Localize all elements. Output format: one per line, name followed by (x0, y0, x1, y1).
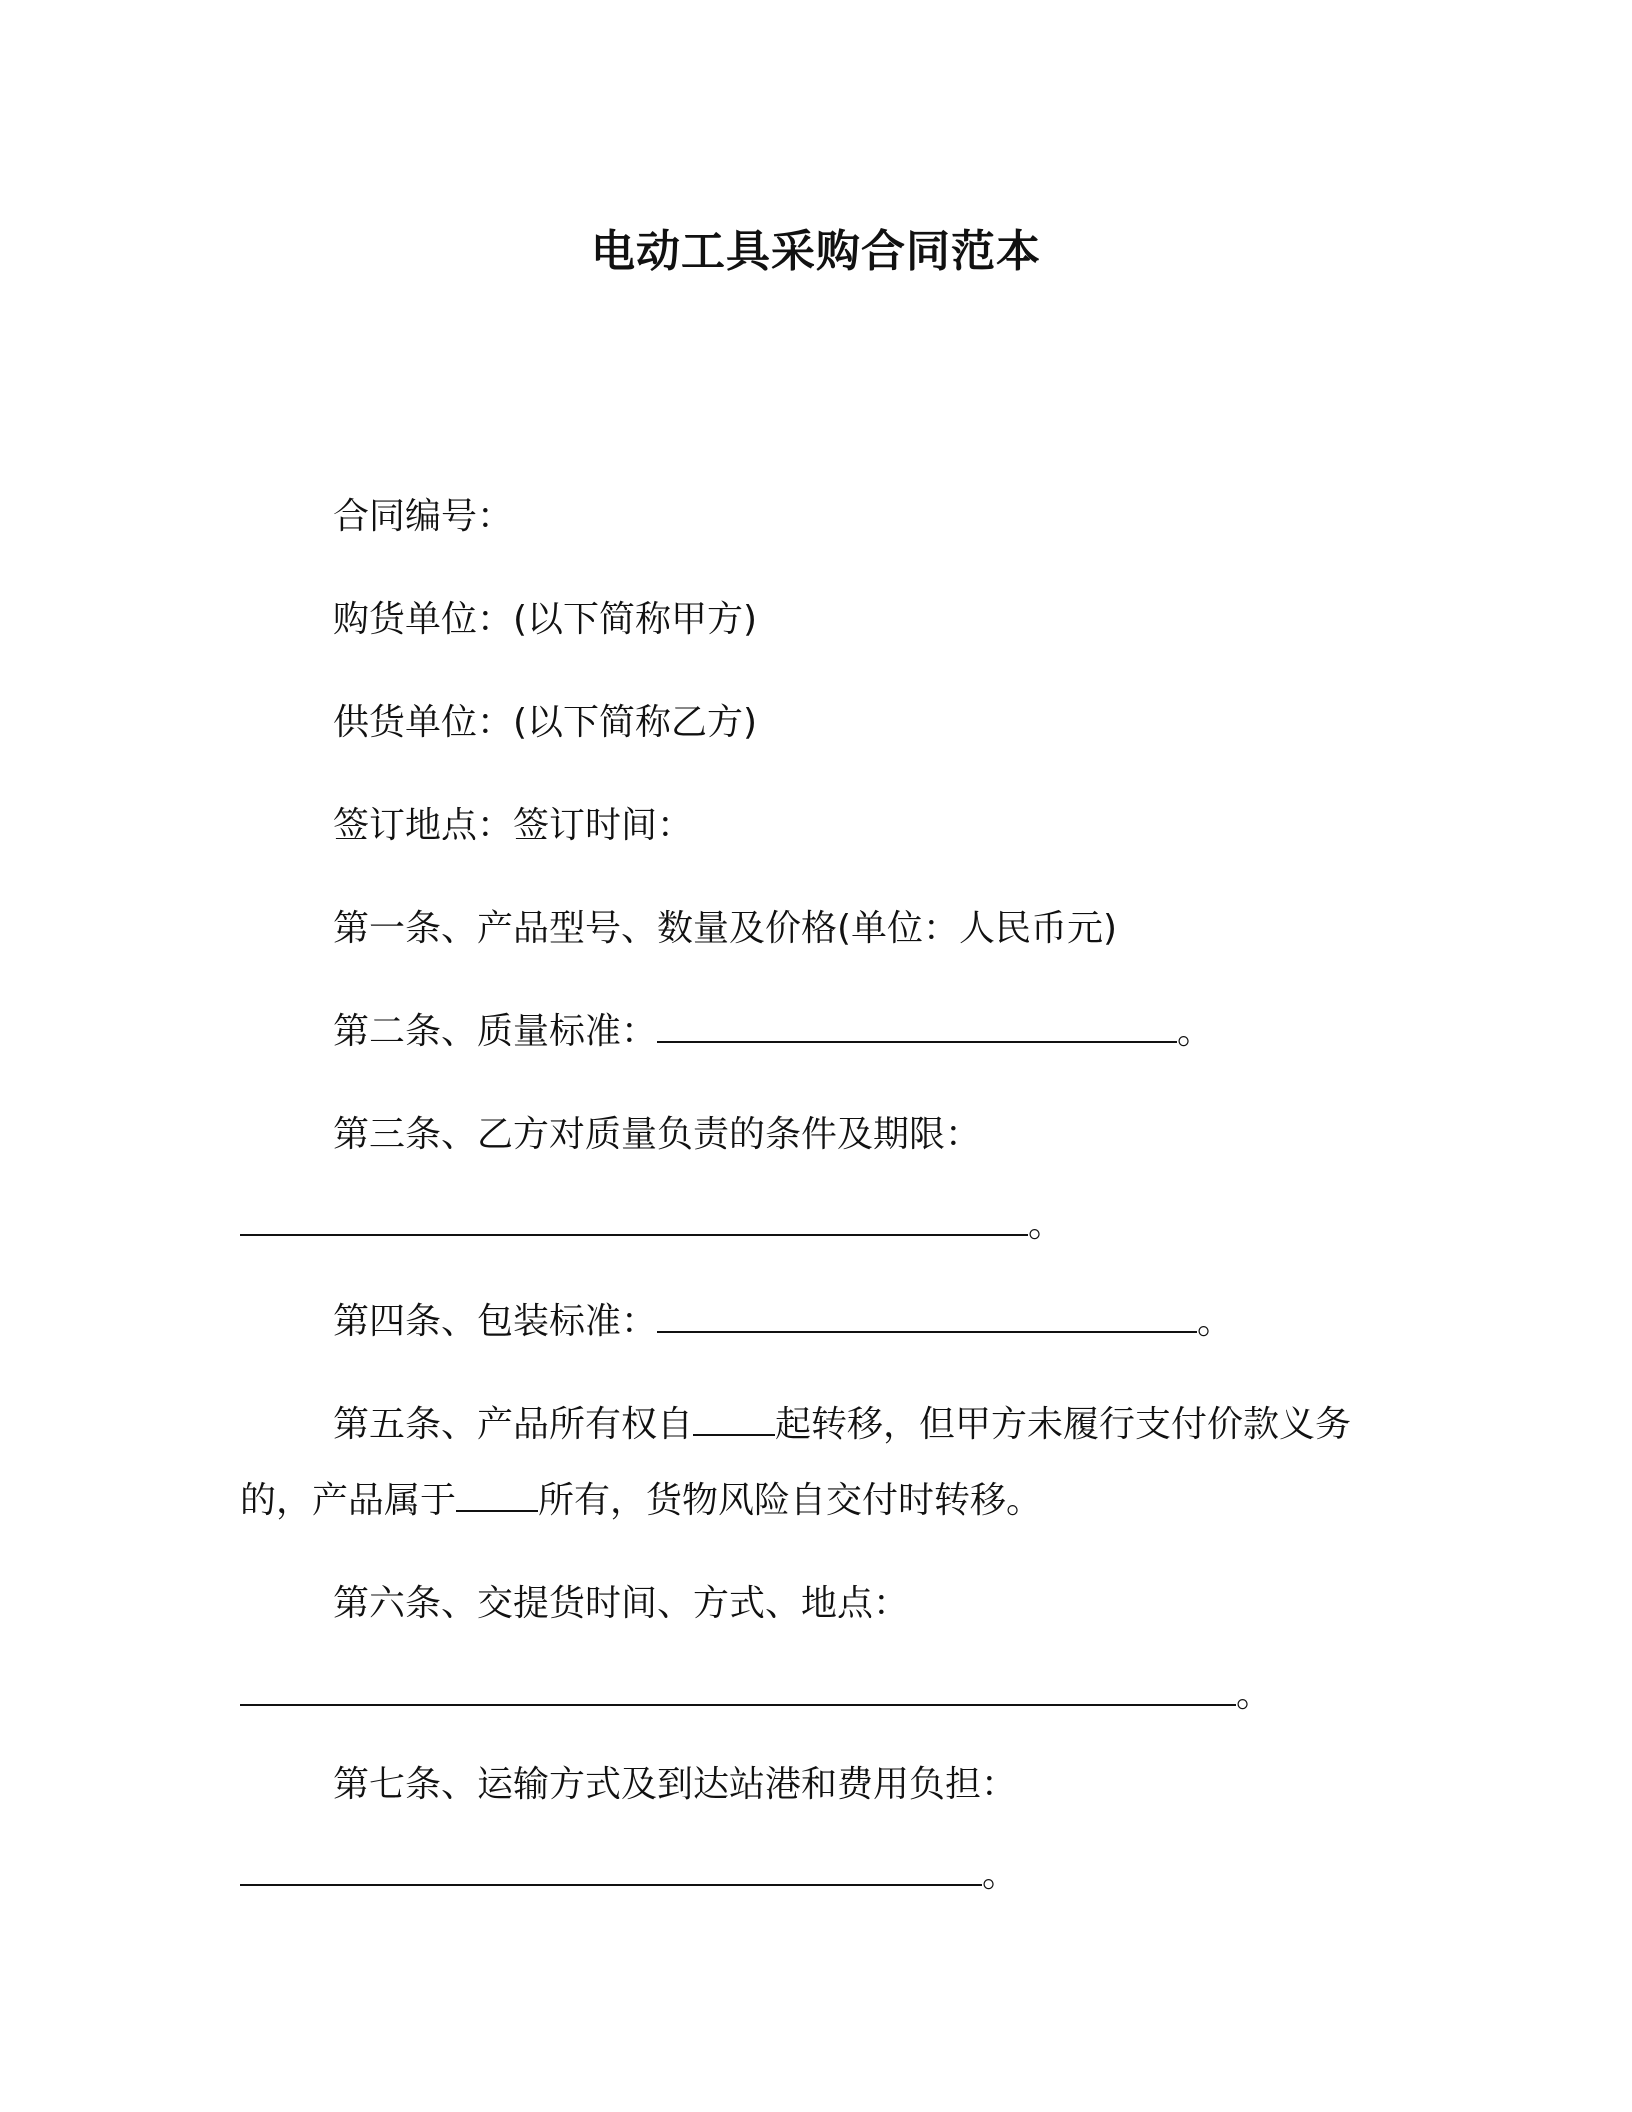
place-time-line: 签订地点：签订时间： (333, 805, 694, 846)
period: 。 (1028, 1204, 1065, 1245)
supplier-line: 供货单位：(以下简称乙方) (333, 702, 758, 743)
article-5-text-3: 的，产品属于 (240, 1480, 457, 1521)
article-5-text-1: 第五条、产品所有权自 (333, 1404, 694, 1445)
transport-details-blank[interactable] (240, 1854, 982, 1886)
period: 。 (1197, 1301, 1234, 1342)
contract-number-line: 合同编号： (333, 496, 514, 537)
article-6-fill (240, 1670, 1272, 1720)
quality-standard-blank[interactable] (657, 1011, 1177, 1043)
article-2-label: 第二条、质量标准： (333, 1011, 658, 1052)
article-4-label: 第四条、包装标准： (333, 1301, 658, 1342)
period: 。 (982, 1854, 1019, 1895)
article-4 (333, 1297, 1233, 1347)
article-3-fill (240, 1200, 1064, 1250)
period: 。 (1236, 1674, 1273, 1715)
packaging-standard-blank[interactable] (657, 1301, 1197, 1333)
document-title: 电动工具采购合同范本 (591, 226, 1041, 277)
article-5-line-1 (333, 1400, 1351, 1450)
quality-responsibility-blank[interactable] (240, 1204, 1028, 1236)
delivery-details-blank[interactable] (240, 1674, 1236, 1706)
ownership-party-blank[interactable] (456, 1480, 538, 1512)
period: 。 (1177, 1011, 1214, 1052)
ownership-transfer-blank[interactable] (693, 1404, 775, 1436)
buyer-line: 购货单位：(以下简称甲方) (333, 599, 758, 640)
article-3-label: 第三条、乙方对质量负责的条件及期限： (333, 1114, 982, 1155)
article-5-text-2: 起转移，但甲方未履行支付价款义务 (775, 1404, 1352, 1445)
article-7-fill (240, 1850, 1018, 1900)
article-5-text-4: 所有，货物风险自交付时转移。 (538, 1480, 1043, 1521)
article-5-line-2 (240, 1476, 1042, 1526)
article-1: 第一条、产品型号、数量及价格(单位：人民币元) (333, 908, 1118, 949)
article-6-label: 第六条、交提货时间、方式、地点： (333, 1583, 910, 1624)
article-2 (333, 1007, 1213, 1057)
article-7-label: 第七条、运输方式及到达站港和费用负担： (333, 1764, 1018, 1805)
